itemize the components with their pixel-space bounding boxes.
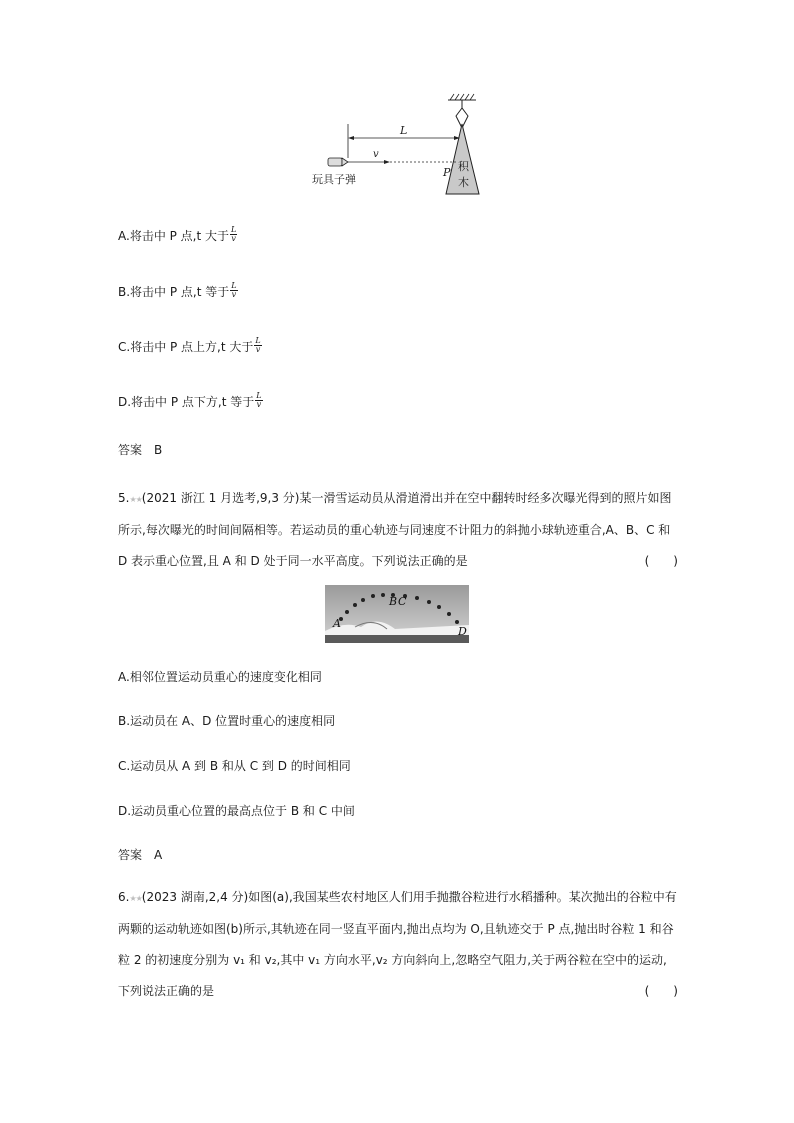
q5-stem: 5.★★(2021 浙江 1 月选考,9,3 分)某一滑雪运动员从滑道滑出并在空中翻转时经多次曝光得到的照片如图所示,每次曝光的时间间隔相等。若运动员的重心轨迹与同速度不计阻力的斜抛小球轨迹重合,A、B、C 和 D 表示重心位置,且 A 和 D 处于同一水平高度。下列说法正确的是 ( ) (118, 483, 678, 577)
q6-stem: 6.★★(2023 湖南,2,4 分)如图(a),我国某些农村地区人们用手抛撒谷粒进行水稻播种。某次抛出的谷粒中有两颗的运动轨迹如图(b)所示,其轨迹在同一竖直平面内,抛出点均为 O,且轨迹交于 P 点,抛出时谷粒 1 和谷粒 2 的初速度分别为 v₁ 和 v₂,其中 v₁ 方向水平,v₂ 方向斜向上,忽略空气阻力,关于两谷粒在空中的运动,下列说法正确的是 ( ) (118, 882, 678, 1007)
q4-option-c: C.将击中 P 点上方,t 大于 $\frac{L}{v}$ (118, 336, 261, 354)
label-P: P (443, 166, 451, 179)
block-label-1: 积 (458, 160, 469, 173)
label-L: L (400, 124, 408, 137)
q5-answer: 答案 A (118, 848, 163, 862)
bullet-label: 玩具子弹 (312, 173, 356, 186)
block-label-2: 木 (458, 176, 469, 189)
photo-label-A: A (333, 617, 341, 630)
q6-answer-paren: ( ) (644, 984, 678, 998)
toy-bullet (328, 158, 342, 166)
difficulty-stars-icon: ★★ (129, 495, 142, 504)
q5-answer-paren: ( ) (644, 554, 678, 568)
ski-jump-photo (325, 585, 469, 643)
bullet-block-figure (300, 88, 500, 198)
q5-option-b: B.运动员在 A、D 位置时重心的速度相同 (118, 714, 336, 728)
photo-label-C: C (398, 595, 407, 608)
label-v: v (373, 149, 379, 160)
q4-option-a: A.将击中 P 点,t 大于 $\frac{L}{v}$ (118, 225, 237, 243)
q4-option-b: B.将击中 P 点,t 等于 $\frac{L}{v}$ (118, 281, 237, 299)
q4-answer: 答案 B (118, 443, 163, 457)
q5-option-c: C.运动员从 A 到 B 和从 C 到 D 的时间相同 (118, 759, 351, 773)
q4-option-d: D.将击中 P 点下方,t 等于 $\frac{L}{v}$ (118, 391, 262, 409)
ceiling-support (448, 94, 476, 108)
difficulty-stars-icon: ★★ (129, 894, 142, 903)
photo-label-D: D (458, 625, 467, 638)
q5-option-a: A.相邻位置运动员重心的速度变化相同 (118, 670, 322, 684)
q5-option-d: D.运动员重心位置的最高点位于 B 和 C 中间 (118, 804, 355, 818)
photo-label-B: B (389, 595, 398, 608)
